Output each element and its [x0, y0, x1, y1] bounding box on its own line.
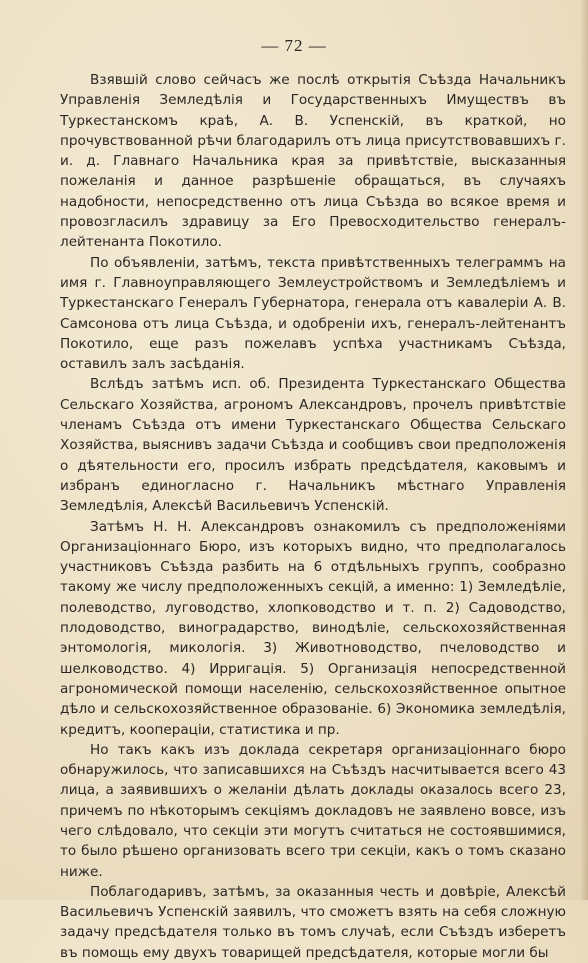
paragraph-6: Поблагодаривъ, затѣмъ, за оказанныя честь и довѣріе, Алексѣй Васильевичъ Успенскій заявилъ, что сможетъ взять на себя сложную задачу предсѣдателя только въ томъ случаѣ, если Съѣздъ изберетъ въ помощь ему двухъ товарищей предсѣдателя, которые могли бы	[60, 883, 566, 961]
paragraph-3: Вслѣдъ затѣмъ исп. об. Президента Туркестанскаго Общества Сельскаго Хозяйства, агрономъ Александровъ, прочелъ привѣтствіе членамъ Съѣзда отъ имени Туркестанскаго Общества Сельскаго Хозяйства, выяснивъ задачи Съѣзда и сообщивъ свои предположенія о дѣятельности его, просилъ избрать предсѣдателя, каковымъ и избранъ единогласно г. Начальникъ мѣстнаго Управленія Земледѣлія, Алексѣй Васильевичъ Успенскій.	[60, 376, 566, 515]
page-edge-shadow	[580, 0, 588, 900]
page-body	[60, 70, 566, 963]
paragraph-4: Затѣмъ Н. Н. Александровъ ознакомилъ съ предположеніями Организаціоннаго Бюро, изъ которыхъ видно, что предполагалось участниковъ Съѣзда разбить на 6 отдѣльныхъ группъ, сообразно такому же числу предположенныхъ секцій, а именно: 1) Земледѣліе, полеводство, луговодство, хлопководство и т. п. 2) Садоводство, плодоводство, виноградарство, винодѣліе, сельскохозяйственная энтомологія, микологія. 3) Животноводство, пчеловодство и шелководство. 4) Ирригація. 5) Организація непосредственной агрономической помощи населенію, сельскохозяйственное опытное дѣло и сельскохозяйственное образованіе. 6) Экономика земледѣлія, кредитъ, коопераціи, статистика и пр.	[60, 518, 566, 738]
paragraph-5: Но такъ какъ изъ доклада секретаря организаціоннаго бюро обнаружилось, что записавшихся на Съѣздъ насчитывается всего 43 лица, а заявившихъ о желаніи дѣлать доклады оказалось всего 23, причемъ по нѣкоторымъ секціямъ докладовъ не заявлено вовсе, изъ чего слѣдовало, что секціи эти могутъ считаться не состоявшимися, то было рѣшено организовать всего три секціи, какъ о томъ сказано ниже.	[60, 741, 566, 880]
paragraph-2: По объявленіи, затѣмъ, текста привѣтственныхъ телеграммъ на имя г. Главноуправляющего Землеустройствомъ и Земледѣліемъ и Туркестанскаго Генералъ Губернатора, генерала отъ кавалеріи А. В. Самсонова отъ лица Съѣзда, и одобреніи ихъ, генералъ-лейтенантъ Покотило, еще разъ пожелавъ успѣха участникамъ Съѣзда, оставилъ залъ засѣданія.	[60, 254, 566, 373]
page-number: — 72 —	[261, 36, 327, 55]
paragraph-1: Взявшій слово сейчасъ же послѣ открытія Съѣзда Начальникъ Управленія Земледѣлія и Государственныхъ Имуществъ въ Туркестанскомъ краѣ, А. В. Успенскій, въ краткой, но прочувствованной рѣчи благодарилъ отъ лица присутствовавшихъ г. и. д. Главнаго Начальника края за привѣтствіе, высказанныя пожеланія и данное разрѣшеніе обращаться, въ случаяхъ надобности, непосредственно отъ лица Съѣзда во всякое время и провозгласилъ здравицу за Его Превосходительство генералъ-лейтенанта Покотило.	[60, 72, 566, 251]
